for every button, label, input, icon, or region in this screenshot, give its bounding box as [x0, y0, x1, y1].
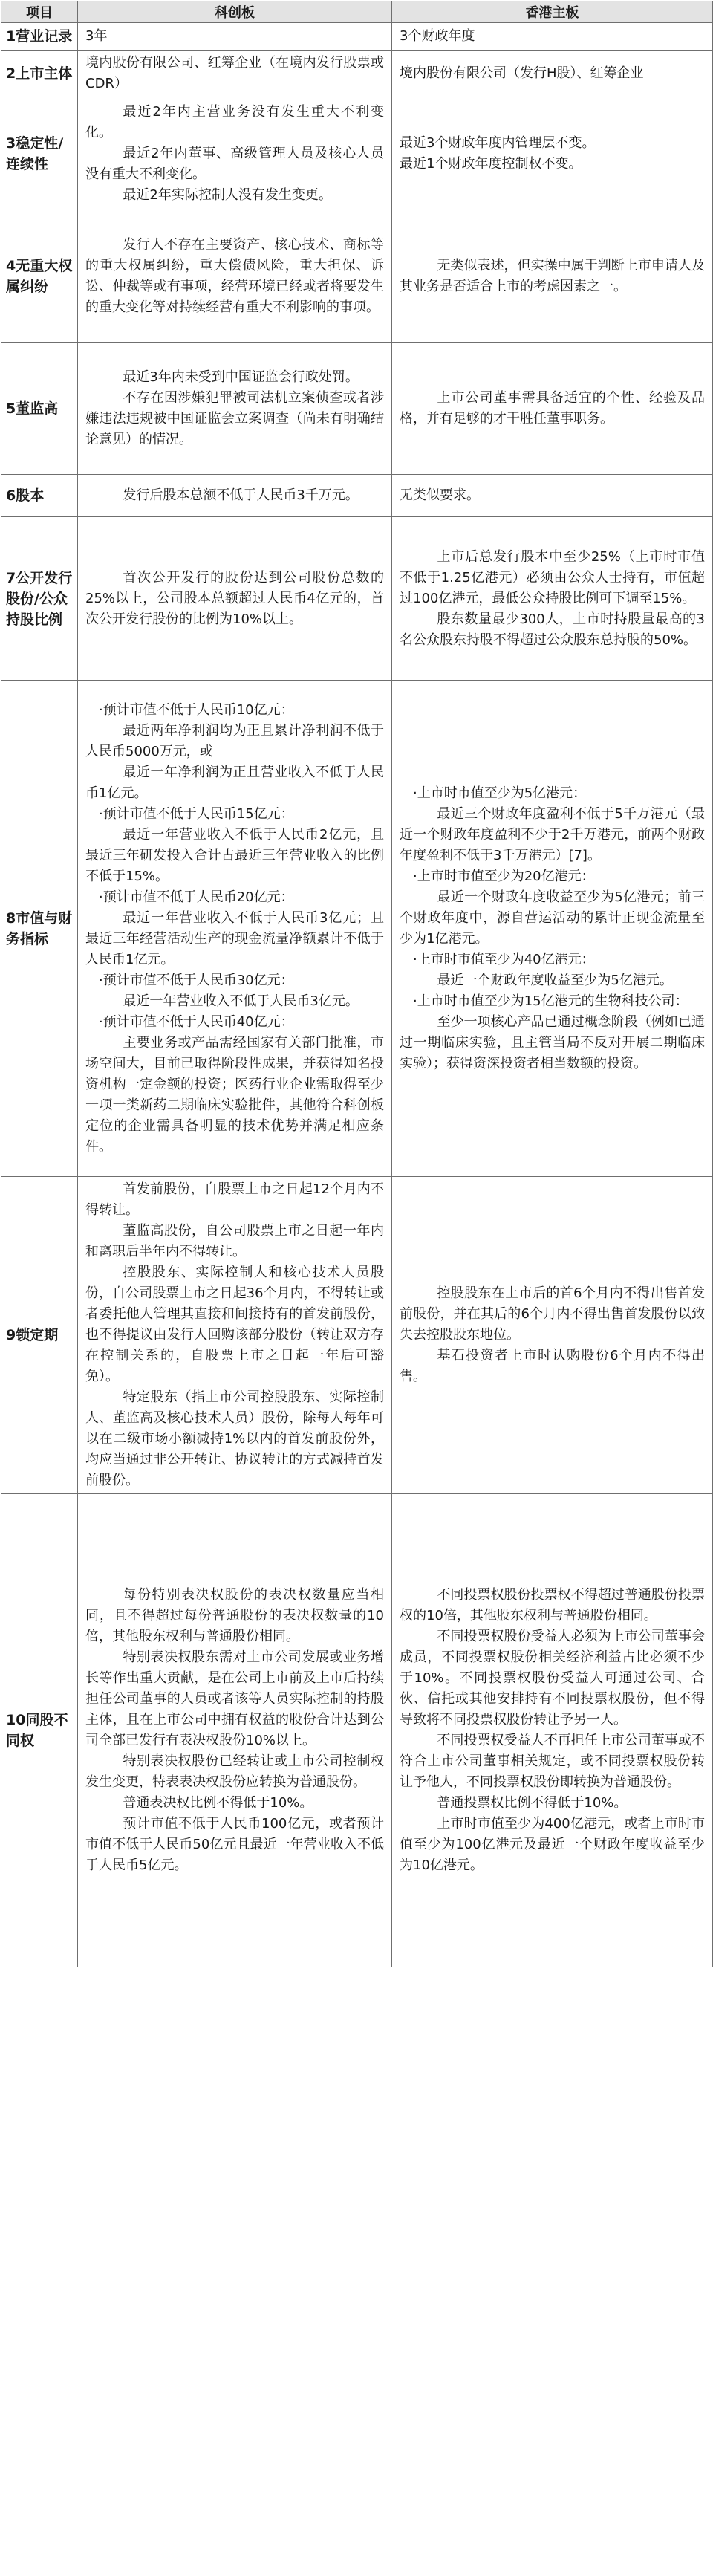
table-row [1, 1494, 713, 1967]
cell-paragraph: 最近2年内主营业务没有发生重大不利变化。 [85, 103, 384, 140]
cell-paragraph: 普通表决权比例不得低于10%。 [123, 1795, 313, 1811]
star-market-cell [78, 23, 392, 51]
cell-paragraph: 基石投资者上市时认购股份6个月内不得出售。 [400, 1348, 705, 1384]
cell-paragraph: 最近一个财政年度收益至少为5亿港元；前三个财政年度中，源自营运活动的累计正现金流量至少为1亿港元。 [400, 889, 705, 947]
hk-main-board-cell [392, 210, 713, 343]
hk-main-board-cell [392, 517, 713, 681]
star-market-cell [78, 210, 392, 343]
cell-paragraph: 首次公开发行的股份达到公司股份总数的25%以上，公司股本总额超过人民币4亿元的，首次公开发行股份的比例为10%以上。 [85, 569, 384, 627]
cell-paragraph: 上市公司董事需具备适宜的个性、经验及品格，并有足够的才干胜任董事职务。 [400, 389, 705, 426]
cell-paragraph: 不存在因涉嫌犯罪被司法机立案侦查或者涉嫌违法违规被中国证监会立案调查（尚未有明确结论意见）的情况。 [85, 389, 384, 447]
star-market-cell [78, 343, 392, 475]
hk-main-board-cell [392, 1177, 713, 1494]
cell-paragraph: 特定股东（指上市公司控股股东、实际控制人、董监高及核心技术人员）股份，除每人每年可以在二级市场小额减持1%以内的首发前股份外，均应当通过非公开转让、协议转让的方式减持首发前股份。 [85, 1389, 384, 1488]
cell-paragraph: 主要业务或产品需经国家有关部门批准，市场空间大，目前已取得阶段性成果，并获得知名投资机构一定金额的投资；医药行业企业需取得至少一项一类新药二期临床实验批件，其他符合科创板定位的企业需具备明显的技术优势并满足相应条件。 [85, 1034, 384, 1155]
cell-paragraph: 特别表决权股东需对上市公司发展或业务增长等作出重大贡献，是在公司上市前及上市后持续担任公司董事的人员或者该等人员实际控制的持股主体，且在上市公司中拥有权益的股份合计达到公司全部已发行有表决权股份10%以上。 [85, 1649, 384, 1748]
cell-paragraph: 最近1个财政年度控制权不变。 [400, 155, 582, 172]
table-row [1, 343, 713, 475]
star-market-cell [78, 1494, 392, 1967]
header-row [1, 1, 713, 23]
cell-paragraph: 最近一年营业收入不低于人民币3亿元。 [123, 993, 359, 1009]
comparison-table [1, 1, 713, 1967]
cell-paragraph: 不同投票权受益人不再担任上市公司董事或不符合上市公司董事相关规定，或不同投票权股份转让予他人，不同投票权股份即转换为普通股份。 [400, 1733, 705, 1790]
cell-paragraph: 不同投票权股份受益人必须为上市公司董事会成员，不同投票权股份相关经济利益占比必须不少于10%。不同投票权股份受益人可通过公司、合伙、信托或其他安排持有不同投票权股份，但不得导致将不同投票权股份转让予另一人。 [400, 1629, 705, 1727]
hk-main-board-cell [392, 343, 713, 475]
row-item-label: 9锁定期 [1, 1177, 78, 1494]
cell-paragraph: ·上市时市值至少为5亿港元： [413, 785, 587, 801]
cell-paragraph: 3年 [85, 28, 108, 44]
cell-paragraph: 无类似表述，但实操中属于判断上市申请人及其业务是否适合上市的考虑因素之一。 [400, 257, 705, 294]
hk-main-board-cell [392, 97, 713, 210]
cell-paragraph: 发行人不存在主要资产、核心技术、商标等的重大权属纠纷，重大偿债风险，重大担保、诉讼、仲裁等或有事项，经营环境已经或者将要发生的重大变化等对持续经营有重大不利影响的事项。 [85, 236, 384, 315]
hk-main-board-cell [392, 1494, 713, 1967]
cell-paragraph: 最近一个财政年度收益至少为5亿港元。 [437, 972, 673, 988]
star-market-cell [78, 1177, 392, 1494]
cell-paragraph: 最近一年营业收入不低于人民币3亿元；且最近三年经营活动生产的现金流量净额累计不低于人民币1亿元。 [85, 909, 384, 967]
cell-paragraph: 不同投票权股份投票权不得超过普通股份投票权的10倍，其他股东权利与普通股份相同。 [400, 1587, 705, 1623]
cell-paragraph: ·预计市值不低于人民币20亿元： [99, 889, 294, 905]
cell-paragraph: 特别表决权股份已经转让或上市公司控制权发生变更，特表表决权股份应转换为普通股份。 [85, 1753, 384, 1790]
star-market-cell [78, 97, 392, 210]
hk-main-board-cell [392, 23, 713, 51]
row-item-label: 8市值与财务指标 [1, 681, 78, 1177]
cell-paragraph: 控股股东、实际控制人和核心技术人员股份，自公司股票上市之日起36个月内，不得转让或者委托他人管理其直接和间接持有的首发前股份，也不得提议由发行人回购该部分股份（转让双方存在控制关系的，自股票上市之日起一年后可豁免）。 [85, 1265, 384, 1384]
cell-paragraph: 普通投票权比例不得低于10%。 [437, 1795, 628, 1811]
row-item-label: 4无重大权属纠纷 [1, 210, 78, 343]
table-row [1, 1177, 713, 1494]
cell-paragraph: 最近2年内董事、高级管理人员及核心人员没有重大不利变化。 [85, 145, 384, 182]
table-row [1, 210, 713, 343]
cell-paragraph: ·上市时市值至少为20亿港元： [413, 868, 595, 884]
cell-paragraph: 至少一项核心产品已通过概念阶段（例如已通过一期临床实验，且主管当局不反对开展二期临床实验）；获得资深投资者相当数额的投资。 [400, 1013, 705, 1071]
cell-paragraph: 发行后股本总额不低于人民币3千万元。 [123, 487, 359, 503]
cell-paragraph: 每份特别表决权股份的表决权数量应当相同，且不得超过每份普通股份的表决权数量的10倍，其他股东权利与普通股份相同。 [85, 1587, 384, 1644]
row-item-label: 3稳定性/连续性 [1, 97, 78, 210]
cell-paragraph: ·上市时市值至少为15亿港元的生物科技公司： [413, 993, 688, 1009]
row-item-label: 5董监高 [1, 343, 78, 475]
row-item-label: 1营业记录 [1, 23, 78, 51]
cell-paragraph: 最近一年营业收入不低于人民币2亿元，且最近三年研发投入合计占最近三年营业收入的比例不低于15%。 [85, 826, 384, 884]
table-row [1, 23, 713, 51]
cell-paragraph: 股东数量最少300人，上市时持股量最高的3名公众股东持股不得超过公众股东总持股的50%。 [400, 611, 705, 648]
cell-paragraph: 境内股份有限公司（发行H股）、红筹企业 [400, 65, 644, 81]
hk-main-board-cell [392, 681, 713, 1177]
row-item-label: 10同股不同权 [1, 1494, 78, 1967]
star-market-cell [78, 517, 392, 681]
star-market-cell [78, 51, 392, 97]
row-item-label: 2上市主体 [1, 51, 78, 97]
cell-paragraph: ·预计市值不低于人民币15亿元： [99, 805, 294, 822]
header-hk-main-board: 香港主板 [392, 1, 713, 23]
cell-paragraph: 3个财政年度 [400, 28, 475, 44]
cell-paragraph: ·预计市值不低于人民币40亿元： [99, 1013, 294, 1030]
cell-paragraph: ·上市时市值至少为40亿港元： [413, 951, 595, 967]
cell-paragraph: 上市后总发行股本中至少25%（上市时市值不低于1.25亿港元）必须由公众人士持有，市值超过100亿港元，最低公众持股比例可下调至15%。 [400, 548, 705, 606]
cell-paragraph: ·预计市值不低于人民币10亿元： [99, 701, 294, 718]
row-item-label: 7公开发行股份/公众持股比例 [1, 517, 78, 681]
cell-paragraph: 控股股东在上市后的首6个月内不得出售首发前股份，并在其后的6个月内不得出售首发股份以致失去控股股东地位。 [400, 1285, 705, 1343]
cell-paragraph: ·预计市值不低于人民币30亿元： [99, 972, 294, 988]
header-star-market: 科创板 [78, 1, 392, 23]
hk-main-board-cell [392, 475, 713, 517]
cell-paragraph: 境内股份有限公司、红筹企业（在境内发行股票或CDR） [85, 55, 384, 91]
cell-paragraph: 最近3个财政年度内管理层不变。 [400, 134, 596, 151]
cell-paragraph: 最近3年内未受到中国证监会行政处罚。 [123, 369, 359, 385]
row-item-label: 6股本 [1, 475, 78, 517]
table-row [1, 475, 713, 517]
star-market-cell [78, 475, 392, 517]
header-item: 项目 [1, 1, 78, 23]
cell-paragraph: 上市时市值至少为400亿港元，或者上市时市值至少为100亿港元及最近一个财政年度收益至少为10亿港元。 [400, 1816, 705, 1873]
cell-paragraph: 预计市值不低于人民币100亿元，或者预计市值不低于人民币50亿元且最近一年营业收入不低于人民币5亿元。 [85, 1816, 384, 1873]
cell-paragraph: 无类似要求。 [400, 487, 480, 503]
table-row [1, 517, 713, 681]
cell-paragraph: 最近2年实际控制人没有发生变更。 [123, 186, 332, 203]
cell-paragraph: 董监高股份，自公司股票上市之日起一年内和离职后半年内不得转让。 [85, 1223, 384, 1259]
cell-paragraph: 最近两年净利润均为正且累计净利润不低于人民币5000万元，或 [85, 722, 384, 759]
cell-paragraph: 首发前股份，自股票上市之日起12个月内不得转让。 [85, 1181, 384, 1218]
table-row [1, 681, 713, 1177]
table-row [1, 97, 713, 210]
star-market-cell [78, 681, 392, 1177]
cell-paragraph: 最近三个财政年度盈利不低于5千万港元（最近一个财政年度盈利不少于2千万港元，前两个财政年度盈利不低于3千万港元）[7]。 [400, 805, 705, 863]
hk-main-board-cell [392, 51, 713, 97]
table-row [1, 51, 713, 97]
cell-paragraph: 最近一年净利润为正且营业收入不低于人民币1亿元。 [85, 764, 384, 801]
